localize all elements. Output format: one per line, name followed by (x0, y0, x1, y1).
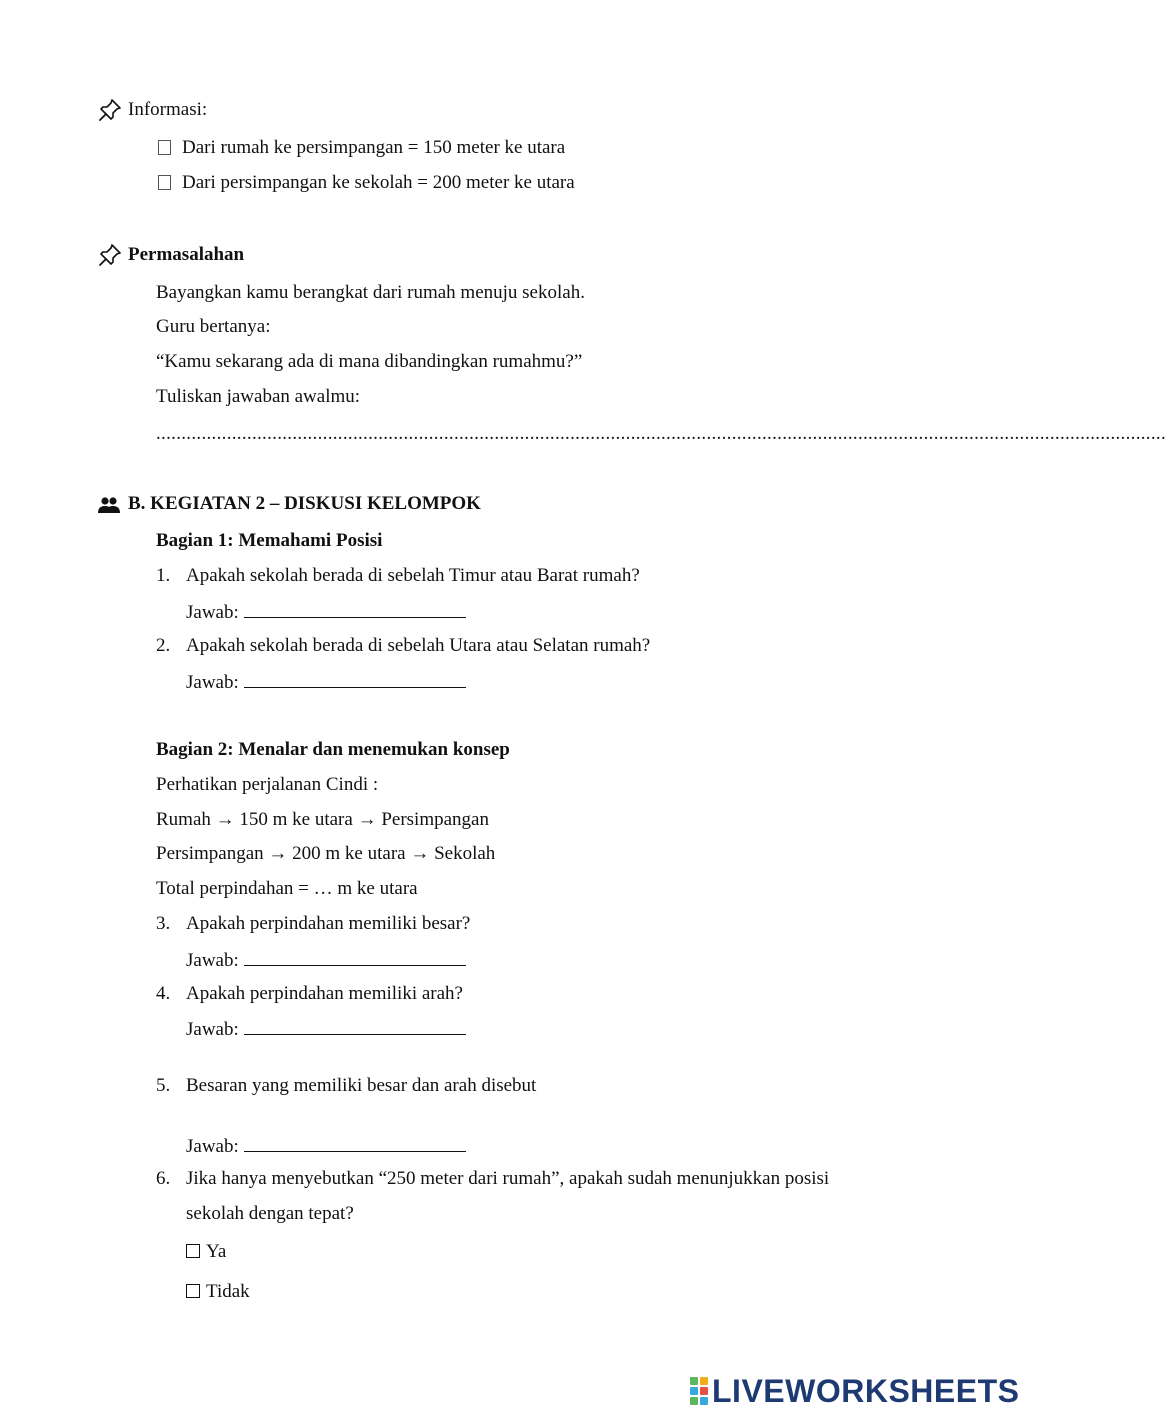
q6-text-line2: sekolah dengan tepat? (186, 1203, 354, 1224)
logo-mark-icon (690, 1377, 708, 1405)
section-b-heading: B. KEGIATAN 2 – DISKUSI KELOMPOK (128, 493, 481, 514)
q3-text: Apakah perpindahan memiliki besar? (186, 913, 471, 934)
answer-blank[interactable] (244, 669, 466, 688)
q1-number: 1. (156, 565, 171, 586)
q2-answer (186, 669, 466, 695)
answer-dotted-line[interactable]: ........................................................................................................................................................................................................ (156, 423, 1166, 444)
liveworksheets-logo (690, 1374, 1019, 1408)
q1-text: Apakah sekolah berada di sebelah Timur atau Barat rumah? (186, 565, 640, 586)
q5-answer (186, 1133, 466, 1159)
bullet-box-icon (158, 140, 171, 155)
q1-answer (186, 599, 466, 625)
q6-text-line1: Jika hanya menyebutkan “250 meter dari rumah”, apakah sudah menunjukkan posisi (186, 1168, 830, 1189)
answer-blank[interactable] (244, 1016, 466, 1035)
answer-label: Jawab: (186, 1019, 239, 1040)
q6-number: 6. (156, 1168, 171, 1189)
logo-text: LIVEWORKSHEETS (712, 1373, 1020, 1409)
bullet-box-icon (158, 175, 171, 190)
q5-text: Besaran yang memiliki besar dan arah disebut (186, 1075, 537, 1096)
answer-label: Jawab: (186, 950, 239, 971)
part2-line: Rumah → 150 m ke utara → Persimpangan (156, 809, 489, 830)
problem-line: Tuliskan jawaban awalmu: (156, 386, 361, 407)
option-ya[interactable] (186, 1240, 226, 1264)
part2-title: Bagian 2: Menalar dan menemukan konsep (156, 739, 510, 760)
q2-number: 2. (156, 635, 171, 656)
q2-text: Apakah sekolah berada di sebelah Utara atau Selatan rumah? (186, 635, 651, 656)
answer-blank[interactable] (244, 1133, 466, 1152)
answer-label: Jawab: (186, 602, 239, 623)
option-label: Ya (206, 1241, 227, 1262)
info-heading: Informasi: (128, 99, 208, 120)
answer-label: Jawab: (186, 1136, 239, 1157)
option-label: Tidak (206, 1281, 250, 1302)
info-item: Dari persimpangan ke sekolah = 200 meter ke utara (182, 172, 575, 193)
problem-heading: Permasalahan (128, 244, 245, 265)
part1-title: Bagian 1: Memahami Posisi (156, 530, 383, 551)
q4-text: Apakah perpindahan memiliki arah? (186, 983, 463, 1004)
part2-line: Total perpindahan = … m ke utara (156, 878, 418, 899)
q4-answer (186, 1016, 466, 1042)
q5-number: 5. (156, 1075, 171, 1096)
q4-number: 4. (156, 983, 171, 1004)
answer-blank[interactable] (244, 599, 466, 618)
option-tidak[interactable] (186, 1280, 250, 1304)
problem-line: “Kamu sekarang ada di mana dibandingkan rumahmu?” (156, 351, 583, 372)
q3-answer (186, 947, 466, 973)
problem-line: Bayangkan kamu berangkat dari rumah menuju sekolah. (156, 282, 585, 303)
info-item: Dari rumah ke persimpangan = 150 meter ke utara (182, 137, 566, 158)
checkbox[interactable] (186, 1244, 200, 1258)
people-icon (97, 493, 121, 517)
part2-line: Perhatikan perjalanan Cindi : (156, 774, 379, 795)
checkbox[interactable] (186, 1284, 200, 1298)
answer-label: Jawab: (186, 672, 239, 693)
pushpin-icon (98, 243, 122, 267)
answer-blank[interactable] (244, 947, 466, 966)
pushpin-icon (98, 98, 122, 122)
problem-line: Guru bertanya: (156, 316, 271, 337)
q3-number: 3. (156, 913, 171, 934)
part2-line: Persimpangan → 200 m ke utara → Sekolah (156, 843, 496, 864)
